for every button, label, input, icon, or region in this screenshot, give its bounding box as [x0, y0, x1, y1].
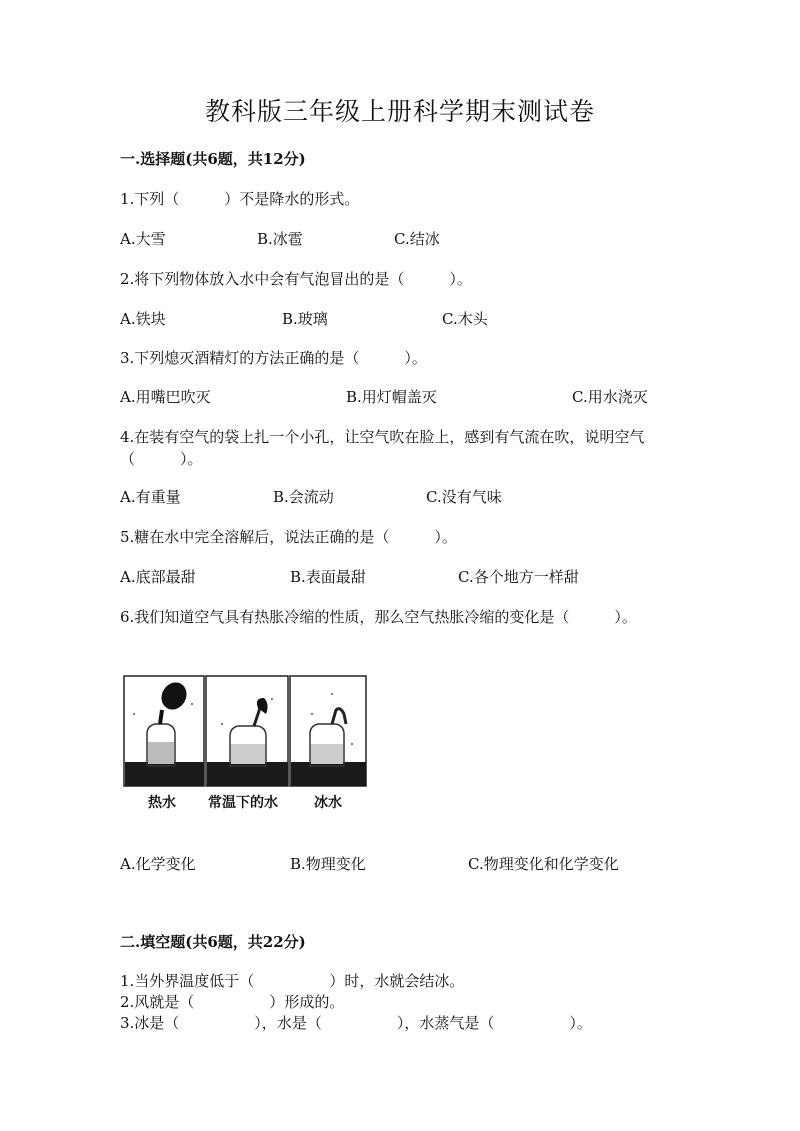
question-4: 4.在装有空气的袋上扎一个小孔，让空气吹在脸上，感到有气流在吹，说明空气（ ）。	[120, 428, 645, 468]
q3-option-b: B.用灯帽盖灭	[346, 388, 437, 406]
q1-option-c: C.结冰	[394, 230, 440, 248]
experiment-figure	[122, 674, 370, 814]
q2-option-a: A.铁块	[120, 310, 166, 328]
figure-label-room-water: 常温下的水	[208, 795, 278, 811]
fill-question-2: 2.风就是（ ）形成的。	[120, 993, 345, 1011]
q2-option-c: C.木头	[442, 310, 488, 328]
q3-option-c: C.用水浇灭	[572, 388, 648, 406]
balloon-bottles-illustration	[122, 674, 370, 790]
section-2-heading: 二.填空题(共6题，共22分)	[120, 933, 306, 951]
question-5: 5.糖在水中完全溶解后，说法正确的是（ ）。	[120, 528, 457, 546]
figure-label-ice-water: 冰水	[314, 795, 342, 811]
question-3: 3.下列熄灭酒精灯的方法正确的是（ ）。	[120, 349, 427, 367]
question-6: 6.我们知道空气具有热胀冷缩的性质，那么空气热胀冷缩的变化是（ ）。	[120, 608, 637, 626]
fill-question-3: 3.冰是（ ），水是（ ），水蒸气是（ ）。	[120, 1014, 592, 1032]
q4-option-c: C.没有气味	[426, 488, 502, 506]
q5-option-b: B.表面最甜	[290, 568, 366, 586]
q6-option-c: C.物理变化和化学变化	[468, 855, 619, 873]
q1-option-b: B.冰雹	[257, 230, 303, 248]
q1-option-a: A.大雪	[120, 230, 166, 248]
q5-option-a: A.底部最甜	[120, 568, 196, 586]
q6-option-b: B.物理变化	[290, 855, 366, 873]
question-2: 2.将下列物体放入水中会有气泡冒出的是（ ）。	[120, 270, 472, 288]
figure-label-hot-water: 热水	[148, 795, 176, 811]
q6-option-a: A.化学变化	[120, 855, 196, 873]
fill-question-1: 1.当外界温度低于（ ）时，水就会结冰。	[120, 972, 465, 990]
q4-option-b: B.会流动	[273, 488, 334, 506]
page-title: 教科版三年级上册科学期末测试卷	[204, 97, 595, 126]
question-1: 1.下列（ ）不是降水的形式。	[120, 190, 360, 208]
q4-option-a: A.有重量	[120, 488, 181, 506]
section-1-heading: 一.选择题(共6题，共12分)	[120, 150, 306, 168]
q5-option-c: C.各个地方一样甜	[458, 568, 579, 586]
q3-option-a: A.用嘴巴吹灭	[120, 388, 211, 406]
q2-option-b: B.玻璃	[282, 310, 328, 328]
